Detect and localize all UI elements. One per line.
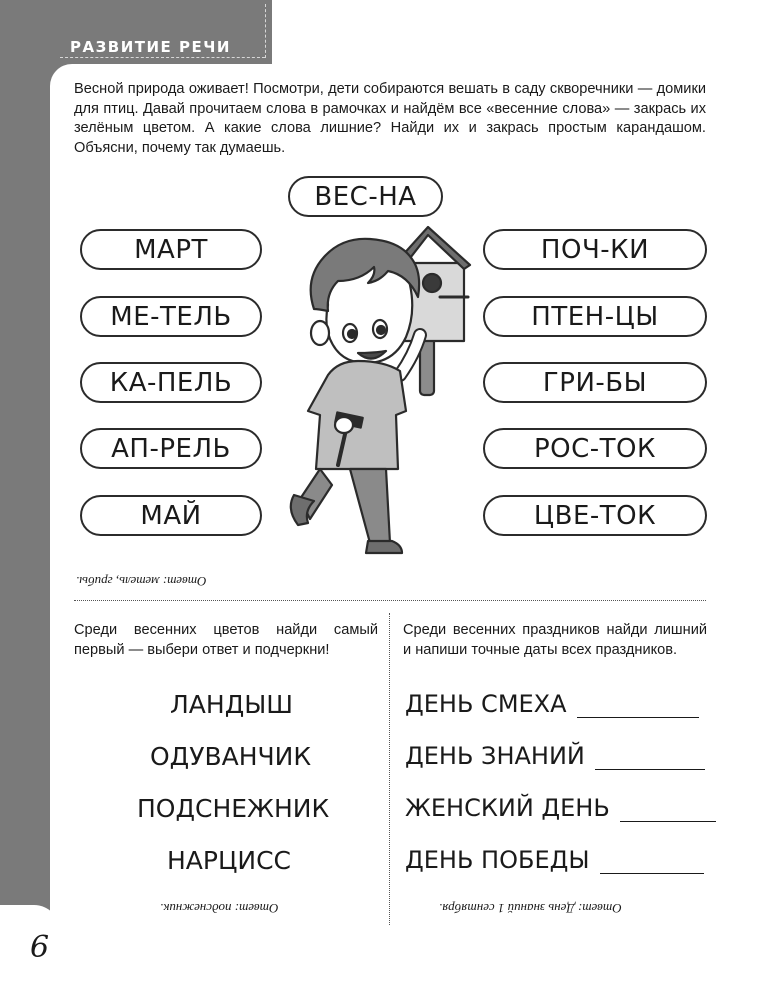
answer-flowers: Ответ: подснежник. <box>160 901 279 916</box>
holiday-label: ДЕНЬ СМЕХА <box>405 690 567 718</box>
task-holidays-text: Среди весенних праздников найди лишний и напиши точные даты всех праздников. <box>403 622 707 658</box>
flower-option-3[interactable]: ПОДСНЕЖНИК <box>137 794 330 823</box>
holiday-label: ЖЕНСКИЙ ДЕНЬ <box>405 794 610 822</box>
word-box-right-4[interactable]: РОС-ТОК <box>483 428 707 469</box>
holiday-row-1 <box>405 690 699 718</box>
flower-option-2[interactable]: ОДУВАНЧИК <box>150 742 312 771</box>
intro-text: Весной природа оживает! Посмотри, дети собираются вешать в саду скворечники — домики для птиц. Давай прочитаем слова в рамочках и найдём все «весенние слова» — закрась их зелёным цветом. А какие слова лишние? Найди их и закрась простым карандашом. Объясни, почему так думаешь. <box>74 81 706 156</box>
date-blank[interactable] <box>577 696 699 718</box>
header-stitch <box>60 57 265 58</box>
word-box-right-2[interactable]: ПТЕН-ЦЫ <box>483 296 707 337</box>
flower-option-4[interactable]: НАРЦИСС <box>167 846 291 875</box>
flower-option-1[interactable]: ЛАНДЫШ <box>170 690 294 719</box>
header-stitch-vertical <box>265 4 266 58</box>
date-blank[interactable] <box>620 800 716 822</box>
holiday-row-3 <box>405 794 716 822</box>
answer-holidays: Ответ: День знаний 1 сентября. <box>439 901 622 916</box>
word-box-left-1[interactable]: МАРТ <box>80 229 262 270</box>
holiday-label: ДЕНЬ ПОБЕДЫ <box>405 846 590 874</box>
holiday-row-2 <box>405 742 705 770</box>
divider-vertical <box>389 613 390 925</box>
header-tab-corner <box>50 64 72 86</box>
page-margin-strip <box>0 0 50 1001</box>
task-flowers-text: Среди весенних цветов найди самый первый — выбери ответ и подчеркни! <box>74 622 378 658</box>
word-box-top[interactable]: ВЕС-НА <box>288 176 443 217</box>
word-box-right-3[interactable]: ГРИ-БЫ <box>483 362 707 403</box>
boy-with-birdhouse-illustration <box>280 225 480 555</box>
holiday-label: ДЕНЬ ЗНАНИЙ <box>405 742 585 770</box>
word-box-left-3[interactable]: КА-ПЕЛЬ <box>80 362 262 403</box>
divider-horizontal <box>74 600 706 601</box>
date-blank[interactable] <box>600 852 704 874</box>
page-number: 6 <box>30 930 50 965</box>
word-box-left-2[interactable]: МЕ-ТЕЛЬ <box>80 296 262 337</box>
word-box-left-4[interactable]: АП-РЕЛЬ <box>80 428 262 469</box>
answer-1: Ответ: метель, грибы. <box>76 574 207 589</box>
word-box-right-5[interactable]: ЦВЕ-ТОК <box>483 495 707 536</box>
section-title: РАЗВИТИЕ РЕЧИ <box>70 38 231 56</box>
word-box-left-5[interactable]: МАЙ <box>80 495 262 536</box>
date-blank[interactable] <box>595 748 705 770</box>
word-box-right-1[interactable]: ПОЧ-КИ <box>483 229 707 270</box>
holiday-row-4 <box>405 846 704 874</box>
